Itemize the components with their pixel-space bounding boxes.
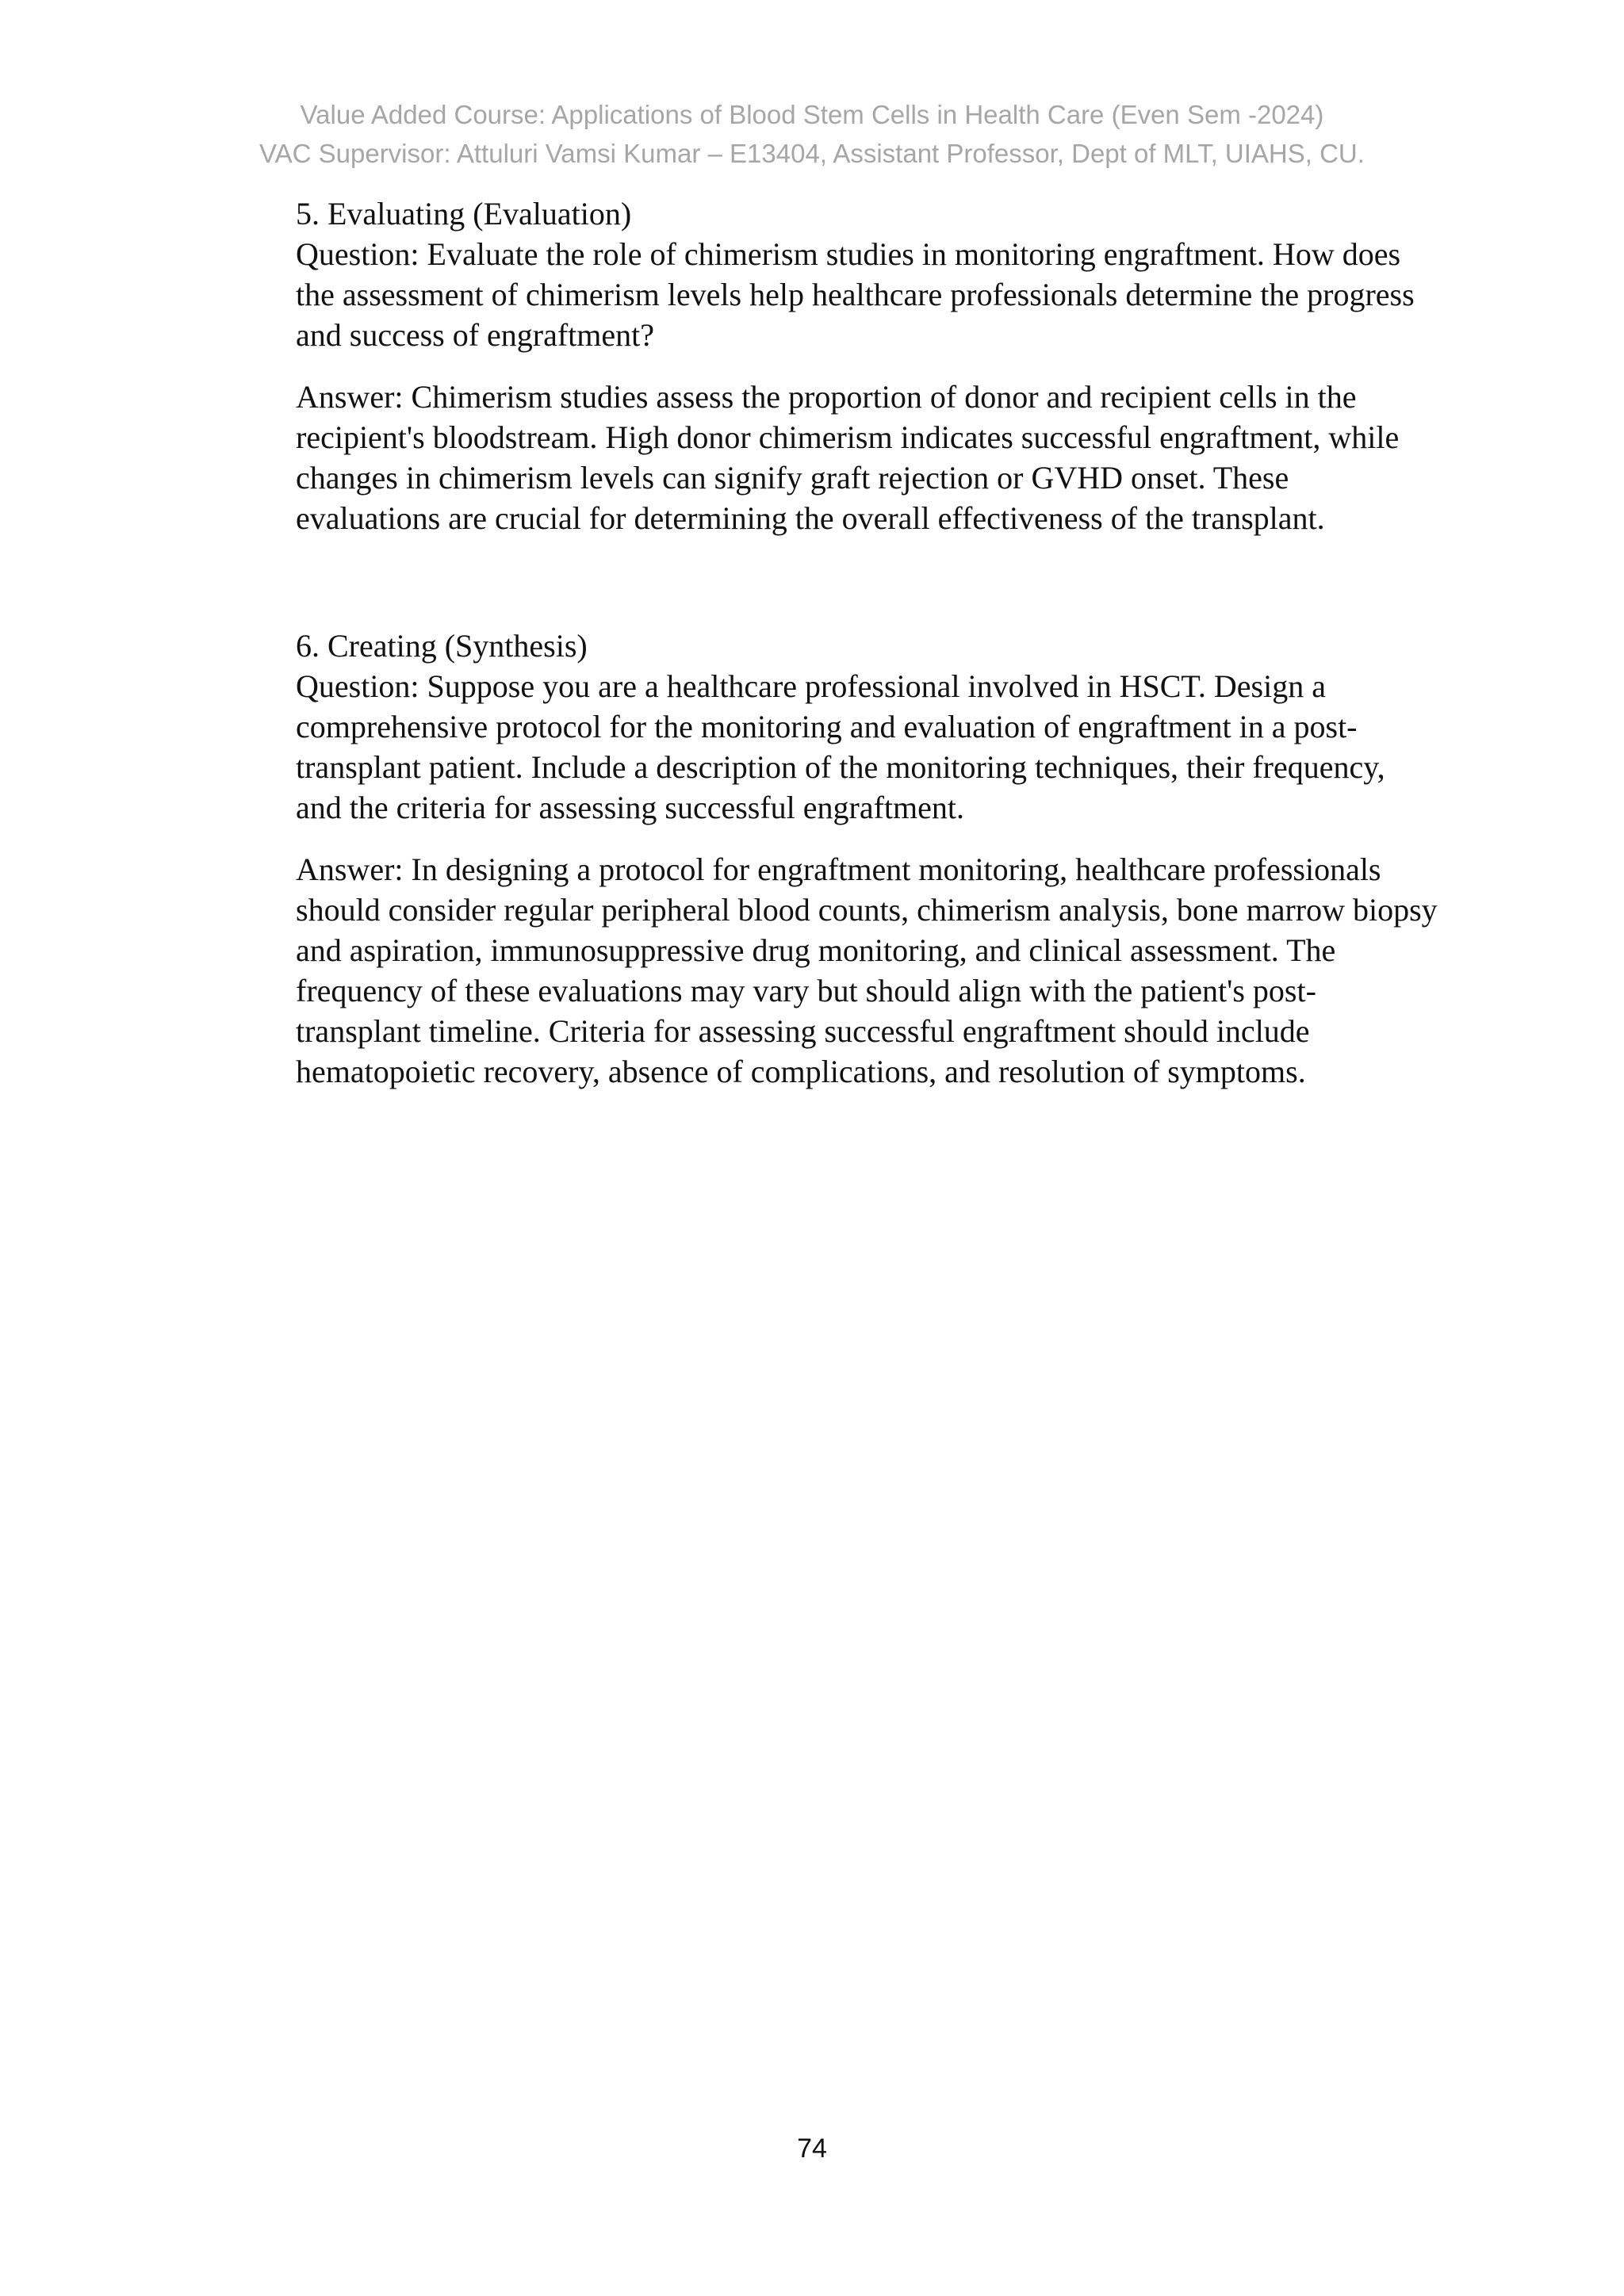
section-spacer: [296, 560, 1438, 626]
document-body: [296, 193, 1438, 1113]
answer-paragraph: Answer: Chimerism studies assess the proportion of donor and recipient cells in the recipient's bloodstream. High donor chimerism indicates successful engraftment, while changes in chimerism levels can signify graft rejection or GVHD onset. These evaluations are crucial for determining the overall effectiveness of the transplant.: [296, 379, 1400, 536]
section-heading: 6. Creating (Synthesis): [296, 628, 588, 664]
answer-paragraph: Answer: In designing a protocol for engraftment monitoring, healthcare professionals should consider regular peripheral blood counts, chimerism analysis, bone marrow biopsy and aspiration, immunosuppressive drug monitoring, and clinical assessment. The frequency of these evaluations may vary but should align with the patient's post-transplant timeline. Criteria for assessing successful engraftment should include hematopoietic recovery, absence of complications, and resolution of symptoms.: [296, 851, 1438, 1089]
section-evaluating: [296, 193, 1438, 538]
question-paragraph: Question: Evaluate the role of chimerism studies in monitoring engraftment. How does the assessment of chimerism levels help healthcare professionals determine the progress and success of engraftment?: [296, 236, 1415, 353]
section-heading: 5. Evaluating (Evaluation): [296, 196, 632, 232]
section-creating: [296, 626, 1438, 1092]
header-course-line: Value Added Course: Applications of Blood Stem Cells in Health Care (Even Sem -2024): [300, 100, 1324, 129]
page-number: 74: [797, 2133, 827, 2164]
running-header: [0, 95, 1624, 173]
question-paragraph: Question: Suppose you are a healthcare professional involved in HSCT. Design a comprehensive protocol for the monitoring and evaluation of engraftment in a post-transplant patient. Include a description of the monitoring techniques, their frequency, and the criteria for assessing successful engraftment.: [296, 668, 1385, 825]
header-supervisor-line: VAC Supervisor: Attuluri Vamsi Kumar – E13404, Assistant Professor, Dept of MLT, UIAHS, CU.: [259, 139, 1365, 168]
